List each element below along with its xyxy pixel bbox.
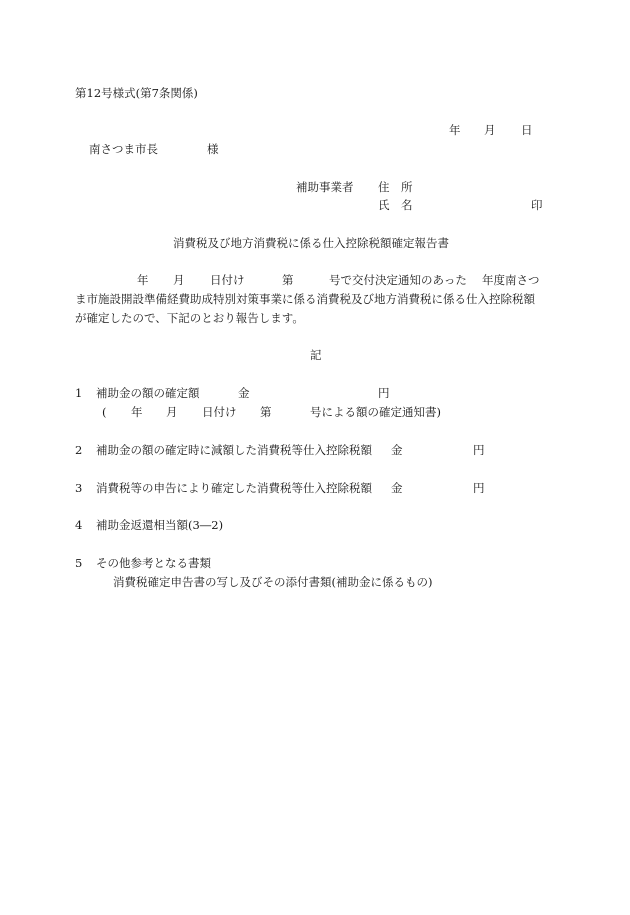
item-1-sub-month: 月: [166, 405, 178, 419]
item-2-label: 補助金の額の確定時に減額した消費税等仕入控除税額: [96, 443, 372, 457]
item-5-label: その他参考となる書類: [96, 556, 211, 570]
item-3-label: 消費税等の申告により確定した消費税等仕入控除税額: [96, 481, 372, 495]
item-1-sub-text: 号による額の確定通知書): [310, 405, 441, 419]
item-2-number: 2: [75, 443, 83, 457]
item-3-number: 3: [75, 481, 83, 495]
addressee-honorific: 様: [207, 142, 219, 156]
date-year: 年: [449, 123, 461, 137]
item-1-sub-open: (: [102, 405, 107, 419]
item-4-label: 補助金返還相当額(3―2): [96, 518, 224, 532]
item-2-kin: 金: [391, 443, 403, 457]
item-1-kin: 金: [238, 386, 250, 400]
form-number-label: 第12号様式(第7条関係): [75, 86, 198, 100]
item-1-yen: 円: [378, 386, 390, 400]
item-5-number: 5: [75, 556, 83, 570]
seal-mark: 印: [531, 198, 543, 212]
ki-heading: 記: [310, 348, 322, 362]
item-1-sub-no: 第: [260, 405, 272, 419]
body-tail: 年度南さつ: [482, 273, 540, 287]
document-title: 消費税及び地方消費税に係る仕入控除税額確定報告書: [173, 236, 449, 250]
item-2-yen: 円: [473, 443, 485, 457]
item-5-detail: 消費税確定申告書の写し及びその添付書類(補助金に係るもの): [113, 575, 433, 589]
body-no: 第: [282, 273, 294, 287]
body-line-2: ま市施設開設準備経費助成特別対策事業に係る消費税及び地方消費税に係る仕入控除税額: [75, 292, 535, 306]
item-3-yen: 円: [473, 481, 485, 495]
item-3-kin: 金: [391, 481, 403, 495]
item-1-sub-day: 日付け: [202, 405, 237, 419]
body-year: 年: [137, 273, 149, 287]
applicant-role: 補助事業者: [296, 180, 354, 194]
name-label: 氏 名: [378, 198, 413, 212]
body-text: 号で交付決定通知のあった: [329, 273, 467, 287]
date-month: 月: [484, 123, 496, 137]
item-4-number: 4: [75, 518, 83, 532]
date-day: 日: [521, 123, 533, 137]
address-label: 住 所: [378, 180, 413, 194]
item-1-label: 補助金の額の確定額: [96, 386, 200, 400]
item-1-sub-year: 年: [131, 405, 143, 419]
body-line-3: が確定したので、下記のとおり報告します。: [75, 311, 304, 325]
body-day: 日付け: [210, 273, 245, 287]
item-1-number: 1: [75, 386, 83, 400]
addressee-name: 南さつま市長: [89, 142, 158, 156]
body-month: 月: [173, 273, 185, 287]
